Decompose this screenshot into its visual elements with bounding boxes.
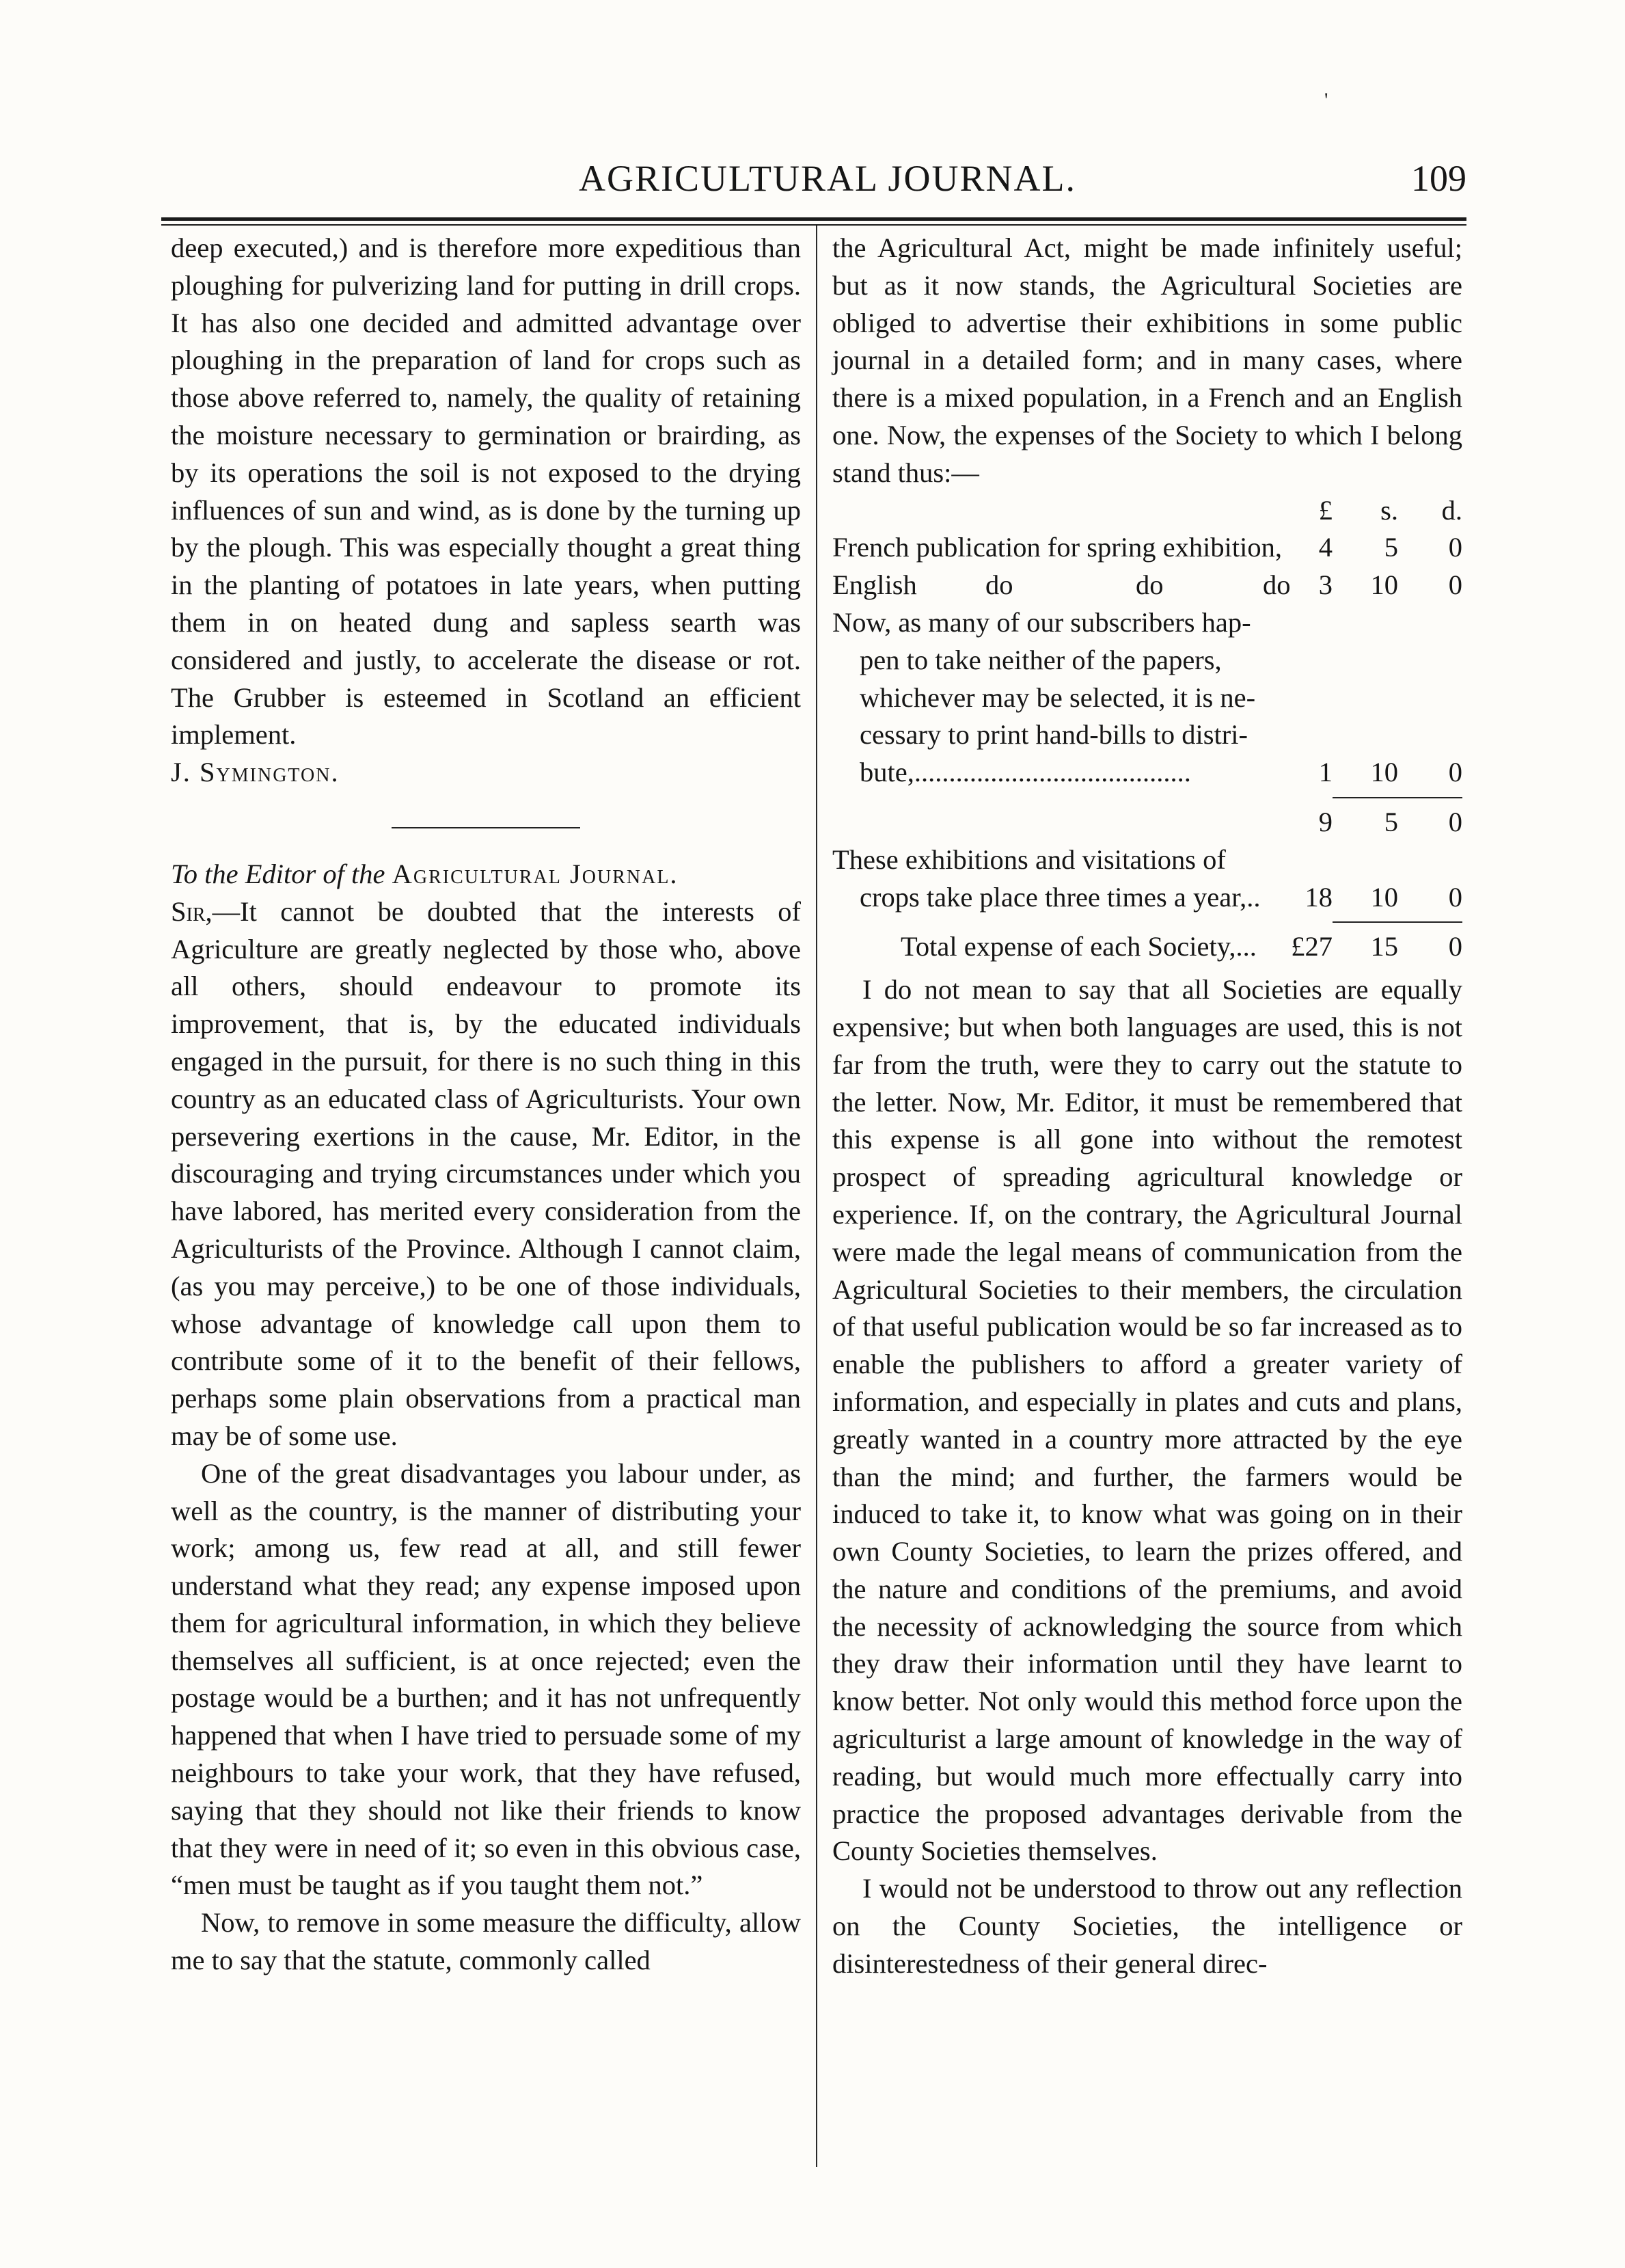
journal-title: AGRICULTURAL JOURNAL. [578, 158, 1077, 199]
expense-account [832, 492, 1462, 967]
handbills-text-4: cessary to print hand-bills to distri- [860, 719, 1248, 751]
symington-paragraph: deep executed,) and is therefore more expeditious than ploughing for pulverizing land for putting in drill crops. It has also one decided and admitted advantage over ploughing in the preparation of land for crops such as those above referred to, namely, the quality of retaining the moisture necessary to germination or brairding, as by its operations the soil is not exposed to the drying influences of sun and wind, as is done by the turning up by the plough. This was especially thought a great thing in the planting of potatoes in late years, when putting them in on heated dung and sapless searth was considered and justly, to accelerate the disease or rot. The Grubber is esteemed in Scotland an efficient implement. [171, 232, 801, 751]
handbills-line-2 [832, 642, 1462, 679]
english-publication-row [832, 567, 1462, 604]
handbills-text-3: whichever may be selected, it is ne- [860, 681, 1256, 713]
column-divider [816, 226, 817, 2167]
letter-heading [171, 856, 801, 893]
handbills-line-3 [832, 679, 1462, 717]
english-pounds: 3 [1318, 569, 1333, 601]
handbills-text-2: pen to take neither of the papers, [860, 644, 1222, 675]
corner-mark: ' [1324, 89, 1328, 111]
times-text-1: These exhibitions and visitations of [832, 843, 1226, 875]
header-rule-thin [161, 224, 1466, 226]
total-label: Total expense of each Society,... [901, 931, 1257, 962]
editor-journal: Agricultural Journal. [392, 858, 679, 889]
handbills-row [832, 754, 1462, 792]
ditto-1: do [985, 569, 1013, 601]
shillings-heading: s. [1380, 494, 1398, 526]
times-line-1 [832, 841, 1462, 879]
handbills-pence: 0 [1448, 757, 1462, 788]
right-column [832, 230, 1462, 1983]
left-column [171, 230, 801, 1980]
salutation: Sir, [171, 895, 213, 927]
handbills-text-1: Now, as many of our subscribers hap- [832, 606, 1251, 638]
handbills-shillings: 10 [1370, 757, 1398, 788]
agricultural-act-paragraph: the Agricultural Act, might be made infinitely useful; but as it now stands, the Agricultural Societies are obliged to advertise their exhibitions in some public journal in a detailed form; and in many cases, where there is a mixed population, in a French and an English one. Now, the expenses of the Society to which I belong stand thus:— [832, 232, 1462, 488]
signature: J. Symington. [171, 757, 340, 788]
page-number: 109 [1411, 158, 1466, 199]
total-rule [832, 916, 1462, 928]
ditto-2: do [1136, 569, 1164, 601]
editor-prefix: To the Editor of the [171, 858, 385, 889]
remedy-paragraph: Now, to remove in some measure the difficulty, allow me to say that the statute, commonly called [171, 1907, 801, 1976]
total-row [832, 928, 1462, 966]
english-shillings: 10 [1370, 569, 1398, 601]
societies-expense-paragraph: I do not mean to say that all Societies are equally expensive; but when both languages are used, this is not far from the truth, were they to carry out the statute to the letter. Now, Mr. Editor, it must be remembered that this expense is all gone into without the remotest prospect of spreading agricultural knowledge or experience. If, on the contrary, the Agricultural Journal were made the legal means of communication from the Agricultural Societies to their members, the circulation of that useful publication would be so far increased as to enable the publishers to afford a greater variety of information, and especially in plates and cuts and plans, greatly wanted in a country more attracted by the eye than the mind; and further, the farmers would be induced to take it, to know what was going on in their own County Societies, to learn the prizes offered, and the nature and conditions of the premiums, and avoid the necessity of acknowledging the source from which they draw their information until they have learnt to know better. Not only would this method force upon the agriculturist a large amount of knowledge in the way of reading, but would much more effectually carry into practice the proposed advantages derivable from the County Societies themselves. [832, 974, 1462, 1867]
disadvantages-paragraph: One of the great disadvantages you labour under, as well as the country, is the manner of distributing your work; among us, few read at all, and still fewer understand what they read; any expense imposed upon them for agricultural information, in which they believe themselves all sufficient, is at once rejected; even the postage would be a burthen; and it has not unfrequently happened that when I have tried to persuade some of my neighbours to take your work, that they have refused, saying that they should not like their friends to know that they were in need of it; so even in this obvious case, “men must be taught as if you taught them not.” [171, 1457, 801, 1901]
subtotal-pounds: 9 [1318, 806, 1333, 837]
opening-text: —It cannot be doubted that the interests of Agriculture are greatly neglected by those who, above all others, should endeavour to promote its improvement, that is, by the educated individuals engaged in the pursuit, for there is no such thing in this country as an educated class of Agriculturists. Your own persevering exertions in the cause, Mr. Editor, in the discouraging and trying circumstances under which you have labored, has merited every consideration from the Agriculturists of the Province. Although I cannot claim, (as you may perceive,) to be one of those individuals, whose advantage of knowledge call upon them to contribute some of it to the benefit of their fellows, perhaps some plain observations from a practical man may be of some use. [171, 895, 801, 1451]
subtotal-shillings: 5 [1384, 806, 1398, 837]
french-pence: 0 [1448, 532, 1462, 563]
handbills-line-4 [832, 716, 1462, 754]
letter-opening-paragraph [171, 893, 801, 1455]
times-pence: 0 [1448, 881, 1462, 913]
pounds-heading: £ [1318, 494, 1333, 526]
subtotal-row [832, 804, 1462, 841]
ditto-3: do [1263, 569, 1291, 601]
times-row [832, 879, 1462, 917]
french-shillings: 5 [1384, 532, 1398, 563]
times-shillings: 10 [1370, 881, 1398, 913]
reflection-paragraph: I would not be understood to throw out any reflection on the County Societies, the intelligence or disinterestedness of their general direc- [832, 1873, 1462, 1979]
handbills-pounds: 1 [1318, 757, 1333, 788]
total-pence: 0 [1448, 931, 1462, 962]
subtotal-rule [832, 792, 1462, 804]
article-separator [392, 827, 580, 828]
total-pounds: £27 [1291, 931, 1333, 962]
times-text-2: crops take place three times a year,.. [860, 881, 1261, 913]
english-label: English [832, 569, 917, 601]
header-rule-thick [161, 217, 1466, 221]
running-head [161, 157, 1466, 212]
english-pence: 0 [1448, 569, 1462, 601]
times-pounds: 18 [1305, 881, 1333, 913]
subtotal-pence: 0 [1448, 806, 1462, 837]
pence-heading: d. [1441, 494, 1462, 526]
french-publication-row [832, 529, 1462, 567]
handbills-line-1 [832, 604, 1462, 642]
total-shillings: 15 [1370, 931, 1398, 962]
handbills-text-5: bute,........................................ [860, 757, 1191, 788]
french-label: French publication for spring exhibition, [832, 532, 1283, 563]
french-pounds: 4 [1318, 532, 1333, 563]
currency-heading-row [832, 492, 1462, 530]
